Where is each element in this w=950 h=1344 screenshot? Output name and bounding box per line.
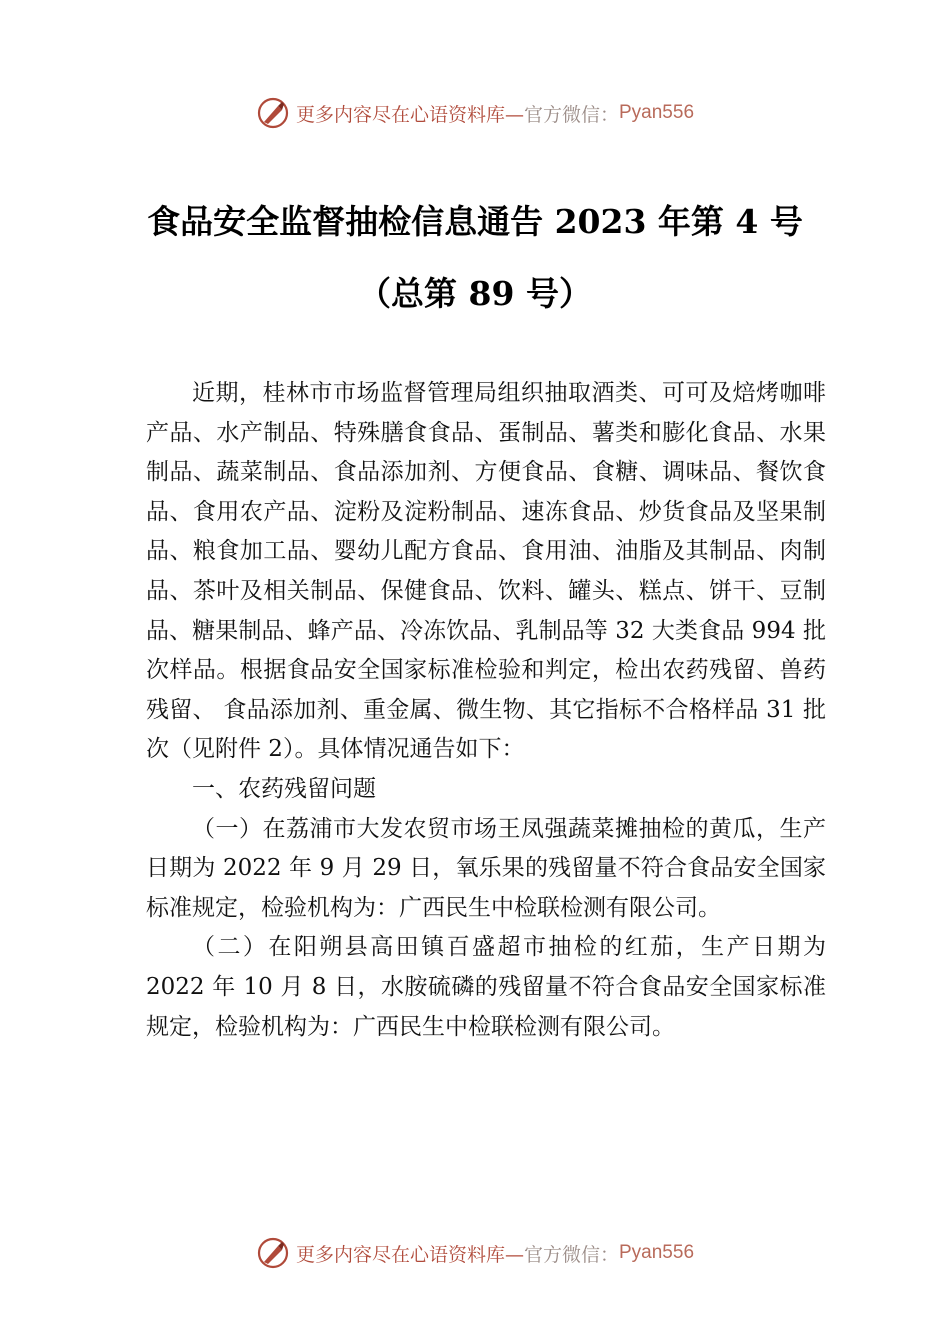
footer-watermark-banner: [0, 1236, 950, 1270]
pen-nib-logo-icon: [256, 1236, 290, 1270]
intro-paragraph: 近期，桂林市市场监督管理局组织抽取酒类、可可及焙烤咖啡产品、水产制品、特殊膳食食品、蛋制品、薯类和膨化食品、水果制品、蔬菜制品、食品添加剂、方便食品、食糖、调味品、餐饮食品、食用农产品、淀粉及淀粉制品、速冻食品、炒货食品及坚果制品、粮食加工品、婴幼儿配方食品、食用油、油脂及其制品、肉制品、茶叶及相关制品、保健食品、饮料、罐头、糕点、饼干、豆制品、糖果制品、蜂产品、冷冻饮品、乳制品等 32 大类食品 994 批次样品。根据食品安全国家标准检验和判定，检出农药残留、兽药残留、 食品添加剂、重金属、微生物、其它指标不合格样品 31 批次（见附件 2）。具体情况通告如下：: [146, 380, 826, 763]
section-heading-pesticide-residue: 一、农药残留问题: [192, 775, 376, 802]
watermark-wechat-label: 官方微信：: [523, 103, 619, 126]
watermark-brand-text: 更多内容尽在心语资料库—: [295, 103, 524, 126]
case-item-1: （一）在荔浦市大发农贸市场王凤强蔬菜摊抽检的黄瓜，生产日期为 2022 年 9 月 29 日，氧乐果的残留量不符合食品安全国家标准规定，检验机构为：广西民生中检联检测有限公司。: [146, 815, 826, 921]
header-watermark-banner: [0, 96, 950, 130]
case-item-2: （二）在阳朔县高田镇百盛超市抽检的红茄，生产日期为 2022 年 10 月 8 日，水胺硫磷的残留量不符合食品安全国家标准规定，检验机构为：广西民生中检联检测有限公司。: [146, 934, 826, 1040]
document-issue-number: （总第 89 号）: [358, 274, 592, 313]
watermark-brand-text: 更多内容尽在心语资料库—: [295, 1243, 524, 1266]
document-body: [146, 374, 826, 1047]
watermark-account-id: Pyan556: [619, 102, 695, 123]
pen-nib-logo-icon: [256, 96, 290, 130]
watermark-account-id: Pyan556: [619, 1242, 695, 1263]
document-title: 食品安全监督抽检信息通告 2023 年第 4 号: [147, 202, 803, 241]
watermark-wechat-label: 官方微信：: [523, 1243, 619, 1266]
